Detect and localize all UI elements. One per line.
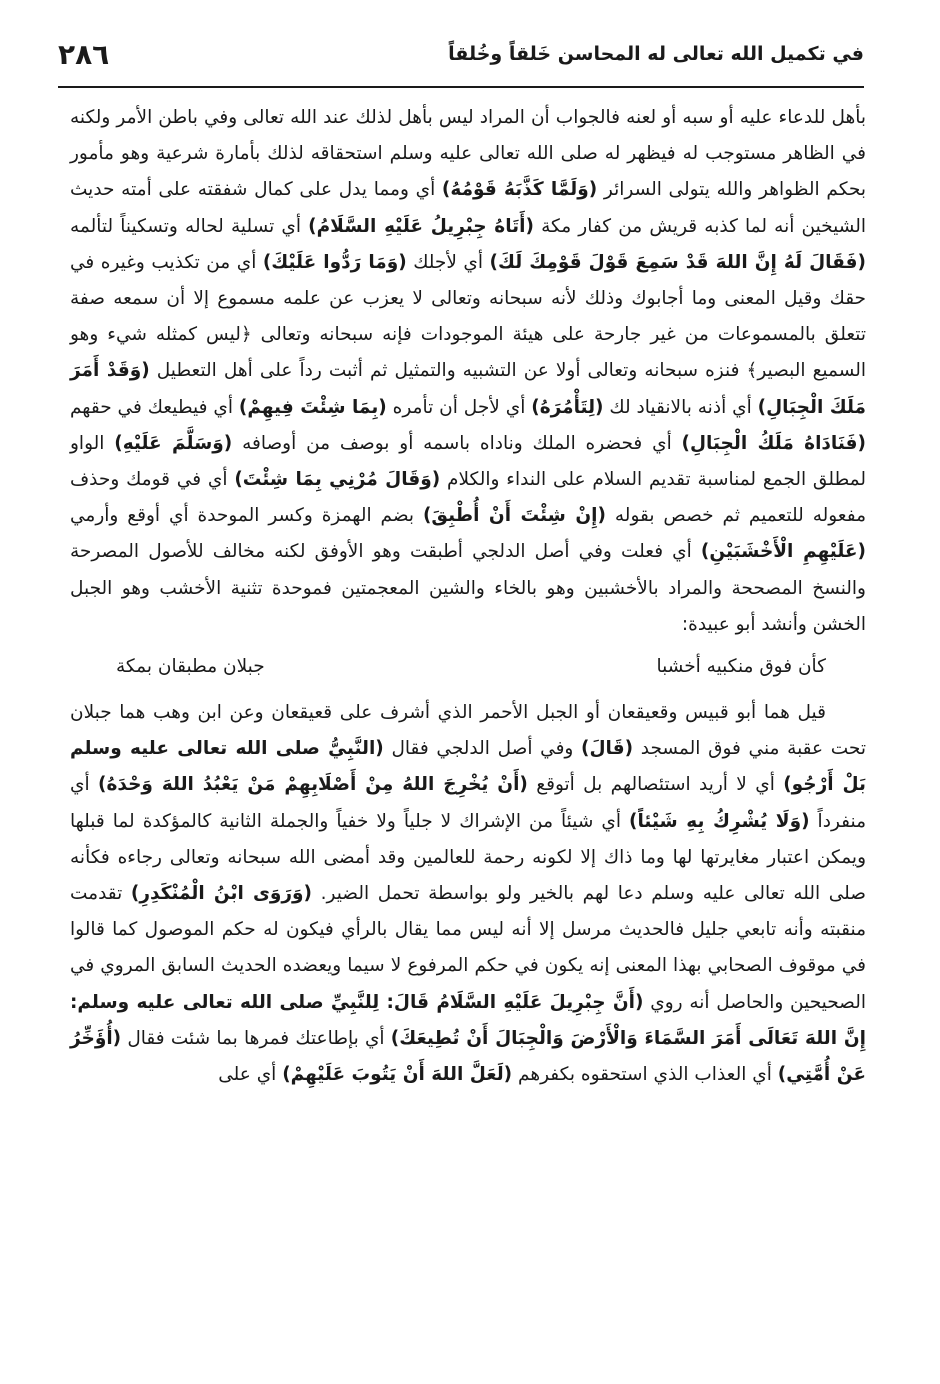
quoted-text: (أَتَاهُ جِبْرِيلُ عَلَيْهِ السَّلَامُ) xyxy=(308,215,534,237)
paragraph-2 xyxy=(70,695,866,1093)
quoted-text: (أُؤَخِّرُ عَنْ أُمَّتِي) xyxy=(70,1027,866,1086)
quoted-text: (وَسَلَّمَ عَلَيْهِ) xyxy=(114,432,233,454)
text-run: أي لا أريد استئصالهم بل أتوقع xyxy=(527,774,784,796)
poetry-verse xyxy=(70,647,866,687)
body-text xyxy=(70,100,866,1093)
quoted-text: (وَقَالَ مُرْنِي بِمَا شِئْتَ) xyxy=(234,469,441,491)
quoted-text: (لِتَأْمُرَهُ) xyxy=(531,396,604,418)
text-run: أي منفرداً xyxy=(70,774,866,832)
running-title: في تكميل الله تعالى له المحاسن خَلقاً وخُلقاً xyxy=(448,43,864,65)
text-run: أي في قومك وحذف مفعوله للتعميم ثم خصص بقوله xyxy=(70,469,866,527)
quoted-text: (بِمَا شِئْتَ فِيهِمْ) xyxy=(238,396,387,418)
paragraph-1 xyxy=(70,100,866,643)
text-run: بأهل للدعاء عليه أو سبه أو لعنه فالجواب أن المراد ليس بأهل لذلك عند الله تعالى وفي باطن الأمر ولكنه في الظاهر مستوجب له فيظهر له صلى الله تعالى عليه وسلم استحقاقه لذلك بأمارة شرعية وهو مأمور بحكم الظواهر والله يتولى السرائر xyxy=(70,107,866,201)
page-number: ٢٨٦ xyxy=(58,37,110,71)
quoted-text: (وَقَدْ أَمَرَ مَلَكَ الْجِبَالِ) xyxy=(70,360,866,418)
text-run: بضم الهمزة وكسر الموحدة أي أوقع وأرمي xyxy=(70,505,423,527)
quoted-text: (فَقَالَ لَهُ إِنَّ اللهَ قَدْ سَمِعَ قَوْلَ قَوْمِكَ لَكَ) xyxy=(489,251,866,273)
page-header xyxy=(58,30,864,78)
quoted-text: (وَرَوَى ابْنُ الْمُنْكَدِرِ) xyxy=(130,883,313,905)
text-run: أي فحضره الملك وناداه باسمه أو بوصف من أوصافه xyxy=(232,432,682,454)
text-run: أي ومما يدل على كمال شفقته على أمته حديث الشيخين أنه لما كذبه قريش من كفار مكة xyxy=(70,179,866,237)
text-run: الواو لمطلق الجمع لمناسبة تقديم السلام على النداء والكلام xyxy=(70,432,866,491)
text-run: أي لأجلك xyxy=(406,251,490,273)
quoted-text: (النَّبِيُّ صلى الله تعالى عليه وسلم بَلْ أَرْجُو) xyxy=(70,738,866,796)
text-run: أي تسلية لحاله وتسكيناً لتألمه xyxy=(70,215,309,237)
quoted-text: (وَلَمَّا كَذَّبَهُ قَوْمُهُ) xyxy=(441,179,598,201)
text-run: أي لأجل أن تأمره xyxy=(386,396,532,418)
text-run: أي من تكذيب وغيره في حقك وقيل المعنى وما أجابوك وذلك لأنه سبحانه وتعالى لا يعزب عن علمه مسموع إلا أن سمعه صفة تتعلق بالمسموعات من غير جارحة على هيئة الموجودات فإنه سبحانه وتعالى ﴿ليس كمثله شيء وهو السميع البصير﴾ فنزه سبحانه وتعالى أولا عن التشبيه والتمثيل ثم أثبت رداً على أهل التعطيل xyxy=(70,251,866,382)
text-run: تقدمت منقبته وأنه تابعي جليل فالحديث مرسل إلا أنه ليس مما يقال بالرأي فيكون له حكم الموصول كما قالوا في موقوف الصحابي بهذا المعنى إنه يكون في حكم المرفوع لا سيما ويعضده الحديث السابق المروي في الصحيحين والحاصل أنه روي xyxy=(70,883,866,1013)
text-run: أي على xyxy=(218,1064,283,1086)
quoted-text: (وَمَا رَدُّوا عَلَيْكَ) xyxy=(262,251,407,273)
quoted-text: (فَنَادَاهُ مَلَكُ الْجِبَالِ) xyxy=(681,432,866,454)
verse-hemistich-1: كأن فوق منكبيه أخشبا xyxy=(656,656,826,678)
quoted-text: (أَنَّ جِبْرِيلَ عَلَيْهِ السَّلَامُ قَالَ: لِلنَّبِيِّ صلى الله تعالى عليه وسلم: إِنَّ اللهَ تَعَالَى أَمَرَ السَّمَاءَ وَالْأَرْضَ وَالْجِبَالَ أَنْ تُطِيعَكَ) xyxy=(70,991,866,1049)
quoted-text: (لَعَلَّ اللهَ أَنْ يَتُوبَ عَلَيْهِمْ) xyxy=(282,1064,513,1086)
quoted-text: (أَنْ يُخْرِجَ اللهُ مِنْ أَصْلَابِهِمْ مَنْ يَعْبُدُ اللهَ وَحْدَهُ) xyxy=(98,774,528,796)
quoted-text: (إِنْ شِئْتَ أَنْ أُطْبِقَ) xyxy=(422,505,606,527)
header-rule xyxy=(58,86,864,88)
quoted-text: (وَلَا يُشْرِكُ بِهِ شَيْئاً) xyxy=(628,810,810,832)
quoted-text: (عَلَيْهِمِ الْأَخْشَبَيْنِ) xyxy=(700,541,866,563)
text-run: أي أذنه بالانقياد لك xyxy=(603,396,758,418)
verse-hemistich-2: جبلان مطبقان بمكة xyxy=(116,656,265,678)
text-run: أي العذاب الذي استحقوه بكفرهم xyxy=(512,1064,778,1086)
text-run: أي شيئاً من الإشراك لا جلياً ولا خفياً والجملة الثانية كالمؤكدة لما قبلها ويمكن اعتبار مغايرتها لها وما ذاك إلا لكونه رحمة للعالمين وقد أمضى الله سبحانه وتعالى رجاءه فكأنه صلى الله تعالى عليه وسلم دعا لهم بالخير ولو بواسطة تحمل الضير. xyxy=(70,810,866,905)
text-run: أي فعلت وفي أصل الدلجي أطبقت وهو الأوفق لكنه مخالف للأصول المصرحة والنسخ المصححة والمراد بالأخشبين وهو بالخاء والشين المعجمتين فموحدة تثنية الأخشب وهو الجبل الخشن وأنشد أبو عبيدة: xyxy=(70,541,866,635)
quoted-text: (قَالَ) xyxy=(581,738,634,760)
text-run: وفي أصل الدلجي فقال xyxy=(383,738,582,760)
text-run: قيل هما أبو قبيس وقعيقعان أو الجبل الأحمر الذي أشرف على قعيقعان وعن ابن وهب هما جبلان تحت عقبة مني فوق المسجد xyxy=(70,702,866,760)
text-run: أي فيطيعك في حقهم xyxy=(70,396,239,418)
text-run: أي بإطاعتك فمرها بما شئت فقال xyxy=(121,1027,391,1049)
